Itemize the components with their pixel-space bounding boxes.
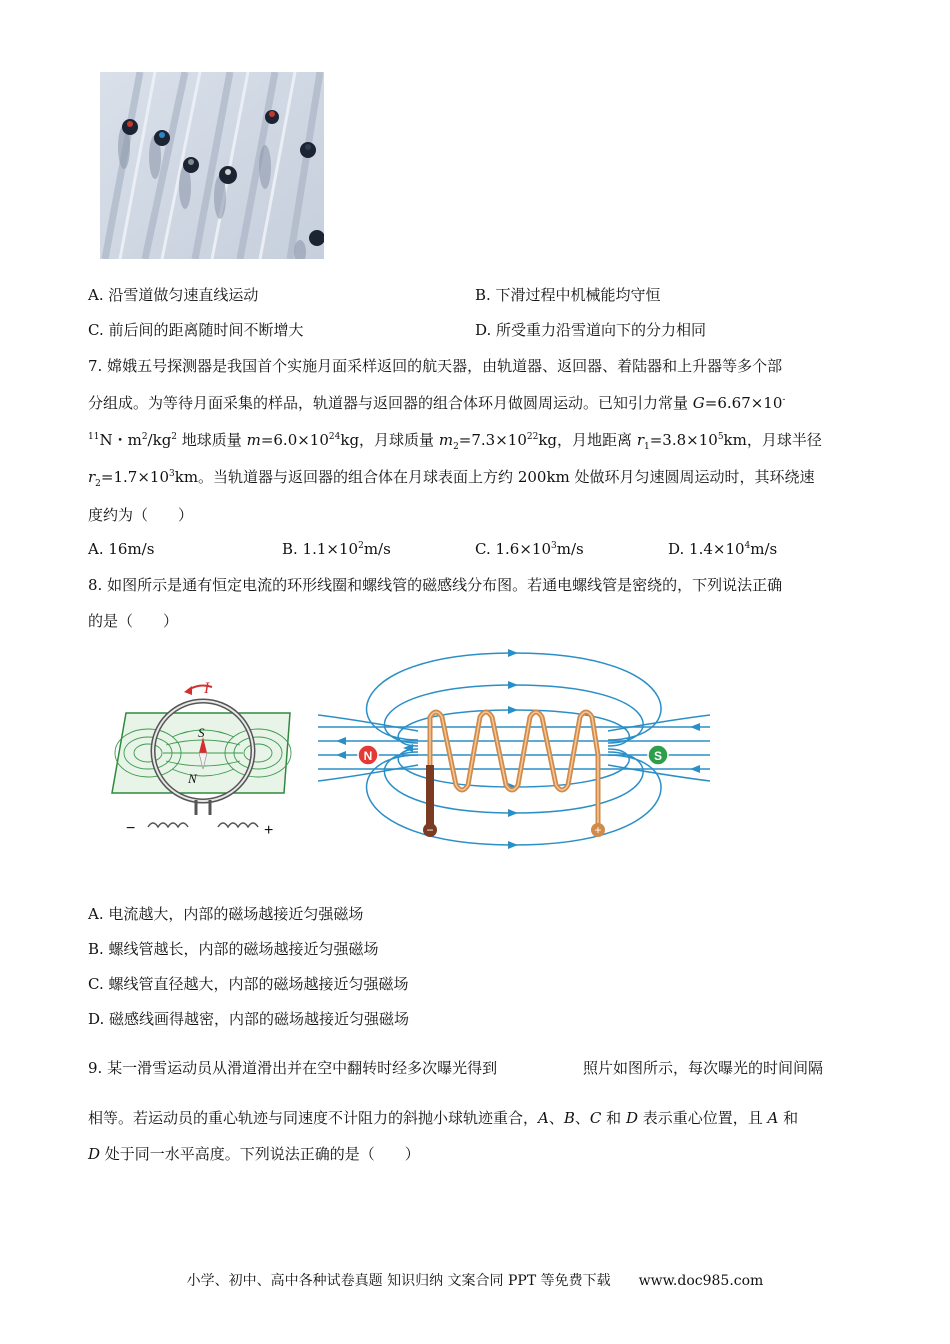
q9-line-1b: 照片如图所示，每次曝光的时间间隔 bbox=[583, 1059, 824, 1077]
page-footer: 小学、初中、高中各种试卷真题 知识归纳 文案合同 PPT 等免费下载 www.doc985.com bbox=[186, 1273, 764, 1289]
ring-pole-n: N bbox=[188, 771, 197, 786]
q6-option-a: A. 沿雪道做匀速直线运动 bbox=[88, 286, 259, 304]
q8-option-b: B. 螺线管越长，内部的磁场越接近匀强磁场 bbox=[88, 940, 379, 958]
q8-option-d: D. 磁感线画得越密，内部的磁场越接近匀强磁场 bbox=[88, 1010, 410, 1028]
q9-line-2: 相等。若运动员的重心轨迹与同速度不计阻力的斜抛小球轨迹重合，A、B、C 和 D 表示重心位置，且 A 和 bbox=[88, 1109, 799, 1127]
q7-line-1: 7. 嫦娥五号探测器是我国首个实施月面采样返回的航天器，由轨道器、返回器、着陆器和上升器等多个部 bbox=[88, 357, 783, 375]
solenoid-plus-terminal: + bbox=[594, 823, 602, 837]
q6-option-d: D. 所受重力沿雪道向下的分力相同 bbox=[475, 321, 707, 339]
q7-option-d: D. $1.4\times 10^4m/s$ bbox=[668, 540, 778, 558]
current-label: I bbox=[204, 680, 210, 697]
ring-minus-terminal: − bbox=[126, 820, 136, 837]
q7-option-c: C. $1.6\times 10^3m/s$ bbox=[475, 540, 584, 558]
q7-option-b: B. $1.1\times 10^2m/s$ bbox=[282, 540, 391, 558]
ring-pole-s: S bbox=[198, 725, 205, 740]
q7-line-5: 度约为（ ） bbox=[88, 506, 194, 524]
q8-option-c: C. 螺线管直径越大，内部的磁场越接近匀强磁场 bbox=[88, 975, 409, 993]
q7-line-3: $^{11}$N・$m^2/kg^2$ 地球质量 $m=6.0\times 10^{24}kg$，月球质量 $m_2=7.3\times 10^{22}kg$，月地距离 $r_1=3.8\times 10^5km$，月球半径 bbox=[88, 431, 822, 452]
solenoid-s-pole: S bbox=[653, 749, 663, 763]
ring-coil-field-diagram bbox=[108, 665, 298, 845]
q7-line-4: $r_2=1.7\times 10^3km$。当轨道器与返回器的组合体在月球表面上方约 200km 处做环月匀速圆周运动时，其环绕速 bbox=[88, 468, 815, 489]
q7-option-a: A. 16m/s bbox=[88, 540, 155, 558]
snow-tubing-photo bbox=[100, 72, 324, 259]
q9-line-3: D 处于同一水平高度。下列说法正确的是（ ） bbox=[88, 1145, 420, 1163]
q8-line-1: 8. 如图所示是通有恒定电流的环形线圈和螺线管的磁感线分布图。若通电螺线管是密绕的，下列说法正确 bbox=[88, 576, 783, 594]
q6-option-b: B. 下滑过程中机械能均守恒 bbox=[475, 286, 661, 304]
q7-line-2: 分组成。为等待月面采集的样品，轨道器与返回器的组合体环月做圆周运动。已知引力常量 G=6.67×10- bbox=[88, 394, 786, 412]
solenoid-field-diagram bbox=[318, 645, 710, 855]
ring-plus-terminal: + bbox=[264, 822, 274, 839]
q8-option-a: A. 电流越大，内部的磁场越接近匀强磁场 bbox=[88, 905, 364, 923]
q6-option-c: C. 前后间的距离随时间不断增大 bbox=[88, 321, 304, 339]
q8-line-2: 的是（ ） bbox=[88, 612, 179, 630]
q9-line-1a: 9. 某一滑雪运动员从滑道滑出并在空中翻转时经多次曝光得到 bbox=[88, 1059, 498, 1077]
solenoid-n-pole: N bbox=[363, 749, 373, 763]
solenoid-minus-terminal: − bbox=[426, 823, 434, 837]
